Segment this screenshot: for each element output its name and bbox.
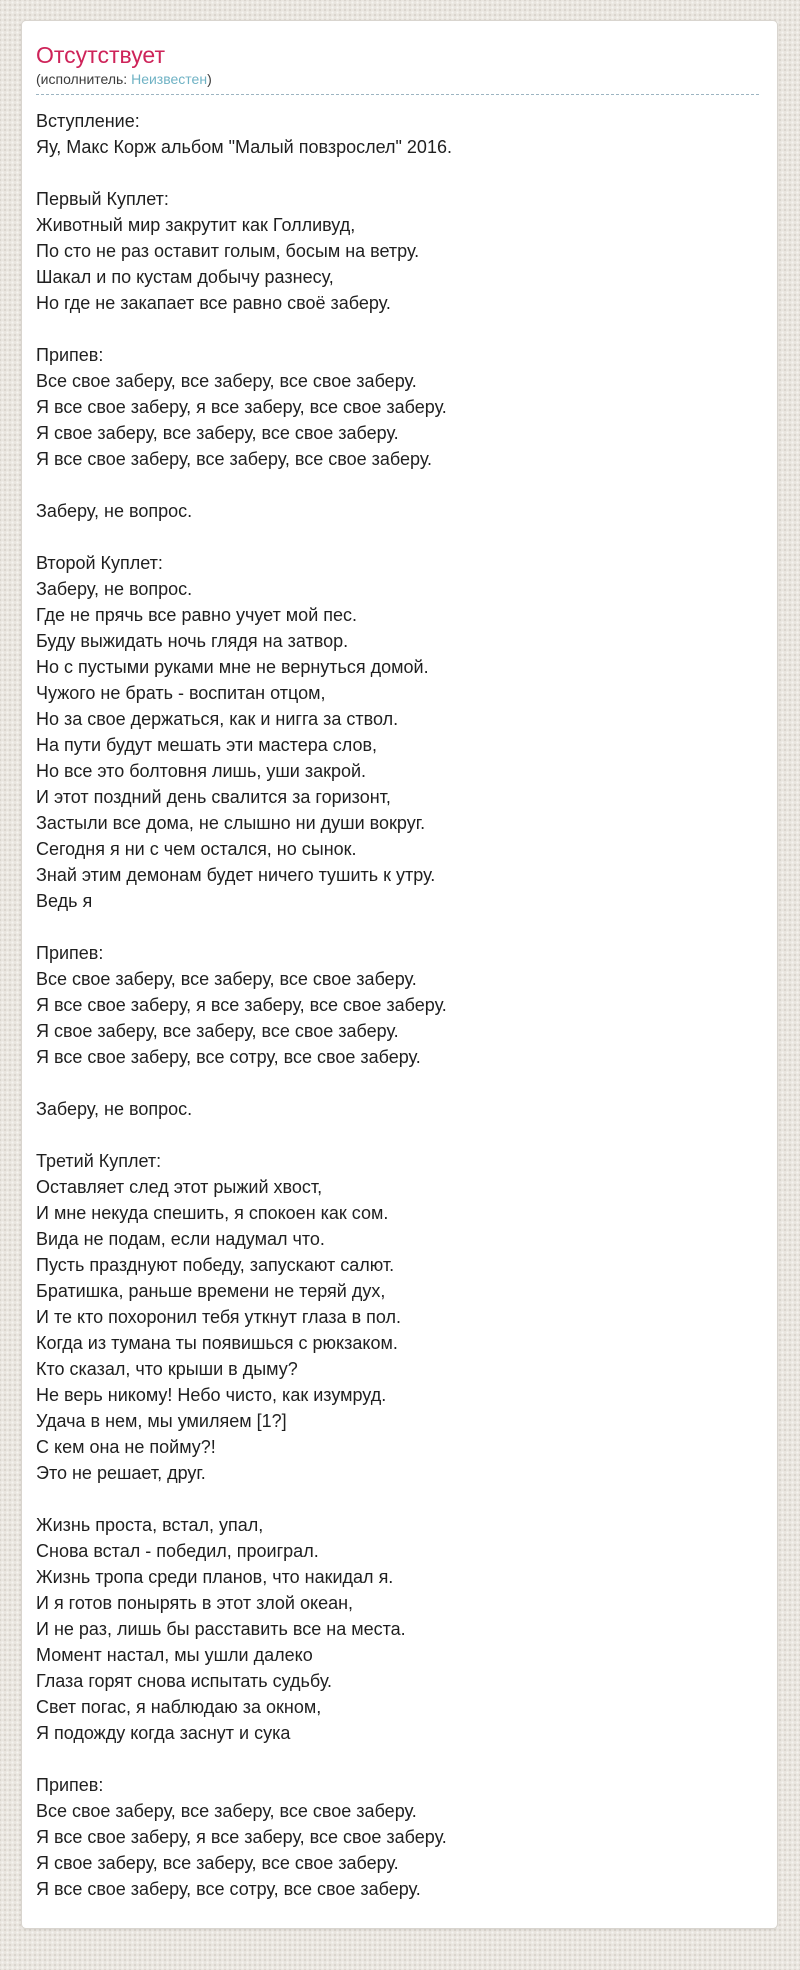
artist-link[interactable]: Неизвестен <box>131 71 208 87</box>
stanza <box>36 1512 759 1746</box>
lyric-line: На пути будут мешать эти мастера слов, <box>36 735 378 755</box>
artist-line <box>36 70 759 88</box>
lyric-line: Вида не подам, если надумал что. <box>36 1229 325 1249</box>
lyric-line: Оставляет след этот рыжий хвост, <box>36 1177 323 1197</box>
lyric-line: Знай этим демонам будет ничего тушить к утру. <box>36 865 436 885</box>
lyric-line: Я все свое заберу, я все заберу, все свое заберу. <box>36 995 447 1015</box>
lyric-line: Яу, Макс Корж альбом "Малый повзрослел" 2016. <box>36 137 452 157</box>
lyrics <box>36 108 759 1902</box>
lyric-line: И я готов понырять в этот злой океан, <box>36 1593 354 1613</box>
lyric-line: Чужого не брать - воспитан отцом, <box>36 683 326 703</box>
lyric-line: Кто сказал, что крыши в дыму? <box>36 1359 298 1379</box>
lyric-line: Жизнь тропа среди планов, что накидал я. <box>36 1567 394 1587</box>
lyric-line: Я все свое заберу, все сотру, все свое заберу. <box>36 1879 421 1899</box>
lyric-line: Где не прячь все равно учует мой пес. <box>36 605 358 625</box>
stanza <box>36 1096 759 1122</box>
lyric-line: Я свое заберу, все заберу, все свое заберу. <box>36 1853 399 1873</box>
lyric-line: Буду выжидать ночь глядя на затвор. <box>36 631 349 651</box>
stanza <box>36 1772 759 1902</box>
lyric-line: И этот поздний день свалится за горизонт, <box>36 787 391 807</box>
lyric-line: И мне некуда спешить, я спокоен как сом. <box>36 1203 389 1223</box>
lyric-line: Пусть празднуют победу, запускают салют. <box>36 1255 395 1275</box>
stanza <box>36 186 759 316</box>
lyric-line: И те кто похоронил тебя уткнут глаза в пол. <box>36 1307 402 1327</box>
artist-label-prefix: (исполнитель: <box>36 71 132 87</box>
artist-label-suffix: ) <box>207 71 212 87</box>
lyric-line: Животный мир закрутит как Голливуд, <box>36 215 356 235</box>
song-title-link[interactable]: Отсутствует <box>36 42 165 68</box>
lyric-line: Все свое заберу, все заберу, все свое заберу. <box>36 1801 417 1821</box>
lyric-line: Припев: <box>36 1775 104 1795</box>
lyric-line: Но где не закапает все равно своё заберу. <box>36 293 391 313</box>
lyric-line: Я все свое заберу, я все заберу, все свое заберу. <box>36 397 447 417</box>
lyric-line: Первый Куплет: <box>36 189 169 209</box>
lyric-line: Я все свое заберу, все сотру, все свое заберу. <box>36 1047 421 1067</box>
page-background <box>0 20 800 1970</box>
lyric-line: Ведь я <box>36 891 93 911</box>
lyric-line: Братишка, раньше времени не теряй дух, <box>36 1281 386 1301</box>
lyrics-card <box>21 20 778 1929</box>
lyric-line: Застыли все дома, не слышно ни души вокруг. <box>36 813 426 833</box>
lyric-line: Заберу, не вопрос. <box>36 501 193 521</box>
lyric-line: Второй Куплет: <box>36 553 163 573</box>
lyric-line: Я все свое заберу, я все заберу, все свое заберу. <box>36 1827 447 1847</box>
lyric-line: Глаза горят снова испытать судьбу. <box>36 1671 333 1691</box>
lyric-line: Момент настал, мы ушли далеко <box>36 1645 313 1665</box>
lyric-line: Шакал и по кустам добычу разнесу, <box>36 267 334 287</box>
stanza <box>36 108 759 160</box>
lyric-line: Но все это болтовня лишь, уши закрой. <box>36 761 367 781</box>
stanza <box>36 550 759 914</box>
lyric-line: Не верь никому! Небо чисто, как изумруд. <box>36 1385 387 1405</box>
lyric-line: Я все свое заберу, все заберу, все свое заберу. <box>36 449 433 469</box>
lyric-line: Когда из тумана ты появишься с рюкзаком. <box>36 1333 398 1353</box>
lyric-line: И не раз, лишь бы расставить все на места. <box>36 1619 406 1639</box>
lyric-line: С кем она не пойму?! <box>36 1437 216 1457</box>
stanza <box>36 940 759 1070</box>
lyric-line: Жизнь проста, встал, упал, <box>36 1515 264 1535</box>
lyric-line: Снова встал - победил, проиграл. <box>36 1541 319 1561</box>
lyric-line: Припев: <box>36 943 104 963</box>
lyric-line: Удача в нем, мы умиляем [1?] <box>36 1411 287 1431</box>
lyric-line: По сто не раз оставит голым, босым на ветру. <box>36 241 420 261</box>
lyric-line: Заберу, не вопрос. <box>36 1099 193 1119</box>
stanza <box>36 1148 759 1486</box>
lyric-line: Заберу, не вопрос. <box>36 579 193 599</box>
lyric-line: Я подожду когда заснут и сука <box>36 1723 291 1743</box>
lyric-line: Свет погас, я наблюдаю за окном, <box>36 1697 322 1717</box>
lyric-line: Припев: <box>36 345 104 365</box>
song-header <box>36 41 759 95</box>
lyric-line: Это не решает, друг. <box>36 1463 206 1483</box>
lyric-line: Вступление: <box>36 111 140 131</box>
lyric-line: Я свое заберу, все заберу, все свое заберу. <box>36 1021 399 1041</box>
lyric-line: Я свое заберу, все заберу, все свое заберу. <box>36 423 399 443</box>
stanza <box>36 498 759 524</box>
lyric-line: Но за свое держаться, как и нигга за ствол. <box>36 709 399 729</box>
lyric-line: Третий Куплет: <box>36 1151 162 1171</box>
lyric-line: Все свое заберу, все заберу, все свое заберу. <box>36 371 417 391</box>
lyric-line: Но с пустыми руками мне не вернуться домой. <box>36 657 429 677</box>
stanza <box>36 342 759 472</box>
lyric-line: Сегодня я ни с чем остался, но сынок. <box>36 839 357 859</box>
lyric-line: Все свое заберу, все заберу, все свое заберу. <box>36 969 417 989</box>
